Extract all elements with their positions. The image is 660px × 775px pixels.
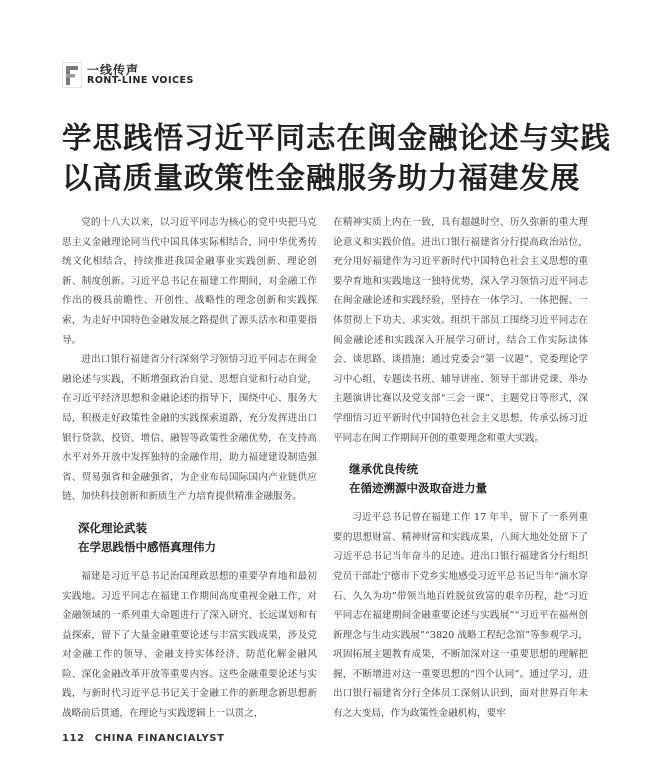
paragraph: 党的十八大以来，以习近平同志为核心的党中央把马克思主义金融理论同当代中国具体实际相结合，同中华优秀传统文化相结合，持续推进我国金融事业实践创新、理论创新、制度创新。习近平总书记在福建工作期间，对金融工作作出的极具前瞻性、开创性、战略性的理念创新和实践探索，为走好中国特色金融发展之路提供了源头活水和重要指导。: [62, 217, 317, 346]
subheading-line: 深化理论武装: [78, 520, 147, 535]
paragraph: 习近平总书记曾在福建工作 17 年半，留下了一系列重要的思想财富、精神财富和实践成果，八闽大地处处留下了习近平总书记当年奋斗的足迹。进出口银行福建省分行组织党员干部赴宁德市下党乡实地感受习近平总书记当年“滴水穿石、久久为功”带领当地百姓脱贫致富的艰辛历程，赴“习近平同志在福建期间金融重要论述与实践展”“习近平在福州创新理念与生动实践展”“3820 战略工程纪念馆”等参观学习，巩固拓展主题教育成果，不断加深对这一重要思想的理解把握，不断增进对这一重要思想的“四个认同”。通过学习，进出口银行福建省分行全体员工深刻认识到，面对世界百年未有之大变局，作为政策性金融机构，要牢: [333, 512, 588, 720]
subheading-line: 在学思践悟中感悟真理伟力: [78, 539, 216, 554]
section-tag: [62, 60, 282, 90]
paragraph: 福建是习近平总书记治国理政思想的重要孕育地和最初实践地。习近平同志在福建工作期间高度重视金融工作，对金融领域的一系列重大命题进行了深入研究、长远谋划和有益探索，留下了大量金融重要论述与丰富实践成果，涉及党对金融工作的领导、金融支持实体经济、防范化解金融风险、深化金融改革开放等重要内容。这些金融重要论述与实践，与新时代习近平总书记关于金融工作的新理念新思想新战略前后贯通，在理论与实践逻辑上一以贯之，: [62, 570, 317, 720]
article-title: [62, 118, 622, 198]
subheading-2: [349, 460, 588, 498]
left-column: [62, 213, 317, 724]
letter-f-icon: [62, 62, 82, 88]
title-line-1: 学思践悟习近平同志在闽金融论述与实践: [62, 121, 612, 155]
subheading-line: 在循迹溯源中汲取奋进力量: [349, 481, 487, 496]
title-line-2: 以高质量政策性金融服务助力福建发展: [62, 161, 581, 195]
section-label-en: RONT-LINE VOICES: [87, 75, 194, 86]
page-number: 112: [62, 733, 85, 744]
section-label-cn: 一线传声: [87, 63, 140, 77]
paragraph: 在精神实质上内在一致，具有超越时空、历久弥新的重大理论意义和实践价值。进出口银行福建省分行提高政治站位，充分用好福建作为习近平新时代中国特色社会主义思想的重要孕育地和实践地这一独特优势，深入学习领悟习近平同志在闽金融论述和实践经验，坚持在一体学习、一体把握、一体贯彻上下功夫、求实效。组织干部员工围绕习近平同志在闽金融论述和实践深入开展学习研讨，结合工作实际读体会、谈思路、谈措施；通过党委会“第一议题”、党委理论学习中心组、专题读书班、辅导讲座、领导干部讲党课、举办主题演讲比赛以及党支部“三会一课”、主题党日等形式，深学细悟习近平新时代中国特色社会主义思想，传承弘扬习近平同志在闽工作期间开创的重要理念和重大实践。: [333, 217, 588, 444]
paragraph: 进出口银行福建省分行深刻学习领悟习近平同志在闽金融论述与实践，不断增强政治自觉、思想自觉和行动自觉，在习近平经济思想和金融论述的指导下，围绕中心、服务大局，积极走好政策性金融的实践探索道路，充分发挥进出口银行贷款、投资、增信、融智等政策性金融优势，在支持高水平对外开放中发挥独特的金融作用，助力福建建设制造强省、贸易强省和金融强省，为企业布局国际国内产业链供应链、加快科技创新和新质生产力培育提供精准金融服务。: [62, 354, 317, 503]
page-footer: [62, 733, 225, 744]
right-column: [333, 213, 588, 724]
subheading-line: 继承优良传统: [349, 462, 418, 477]
publication-name: CHINA FINANCIALYST: [94, 733, 225, 744]
subheading-1: [78, 519, 317, 557]
